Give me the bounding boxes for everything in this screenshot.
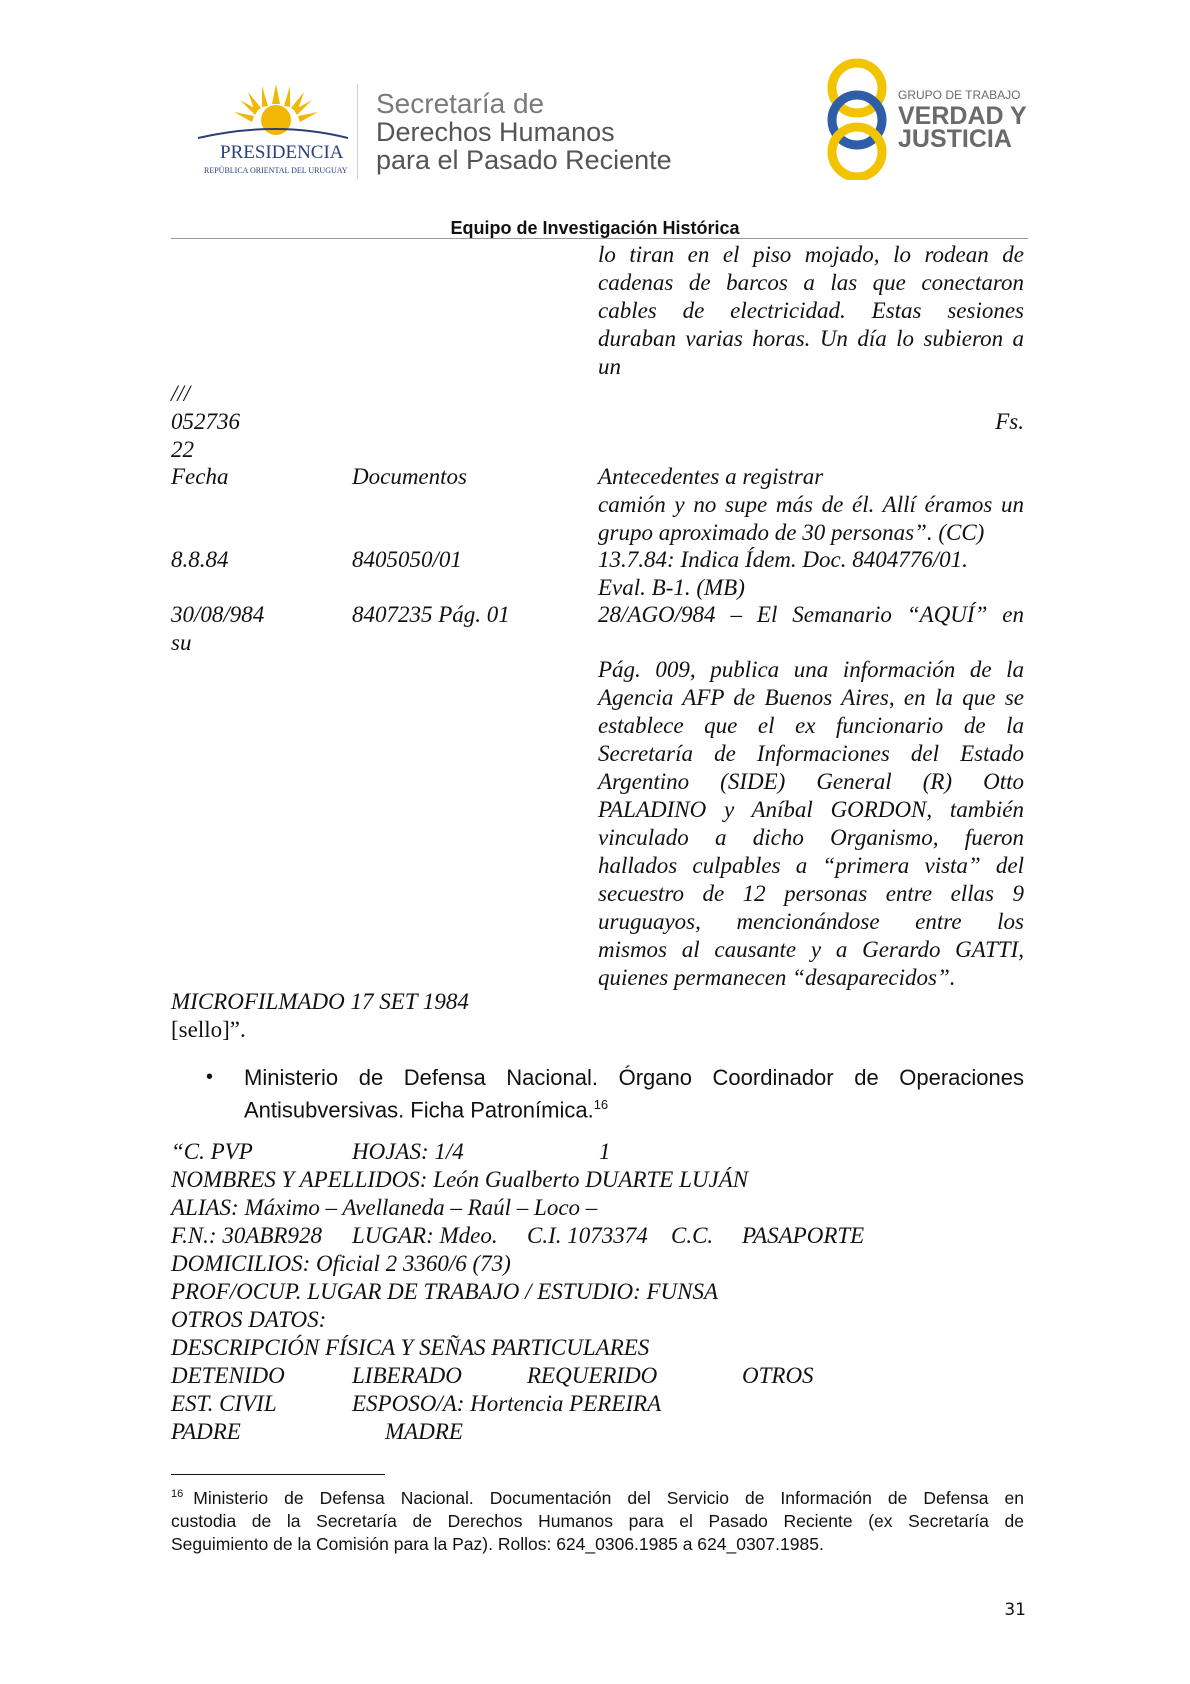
gtvj-line-3: JUSTICIA [898, 125, 1012, 153]
bullet-line-2: Antisubversivas. Ficha Patronímica. [244, 1097, 594, 1123]
text-line: vinculado a dicho Organismo, fueron [598, 825, 1024, 850]
row2-date [171, 601, 264, 657]
gtvj-line-2: VERDAD Y [898, 102, 1027, 130]
footnote-text: Ministerio de Defensa Nacional. Documentación del Servicio de Información de Defensa en [193, 1487, 1024, 1508]
text-line: camión y no supe más de él. Allí éramos un [598, 492, 1024, 517]
ficha-hoja-num: 1 [599, 1139, 611, 1164]
ficha-cc: C.C. [671, 1223, 714, 1248]
footnote [171, 1483, 1024, 1556]
continuation-marks [171, 380, 240, 464]
ficha-descripcion: DESCRIPCIÓN FÍSICA Y SEÑAS PARTICULARES [171, 1335, 650, 1360]
text-line: uruguayos, mencionándose entre los [598, 909, 1024, 934]
text-line: Agencia AFP de Buenos Aires, en la que se [598, 685, 1024, 710]
ficha-padre: PADRE [171, 1419, 241, 1444]
row2-doc: 8407235 Pág. 01 [352, 602, 510, 627]
bullet-symbol: • [206, 1066, 214, 1088]
col-header-fecha: Fecha [171, 464, 229, 489]
document-number: 052736 [171, 409, 240, 434]
col-header-documentos: Documentos [352, 464, 467, 489]
text-line: hallados culpables a “primera vista” del [598, 853, 1024, 878]
text-line: mismos al causante y a Gerardo GATTI, [598, 937, 1024, 962]
ficha-otros: OTROS [742, 1363, 814, 1388]
text-line: duraban varias horas. Un día lo subieron a [598, 326, 1024, 351]
gtvj-rings-icon [822, 58, 892, 180]
ficha-liberado: LIBERADO [352, 1363, 462, 1388]
text-line: Pág. 009, publica una información de la [598, 657, 1024, 682]
team-title: Equipo de Investigación Histórica [450, 218, 740, 238]
text-line: grupo aproximado de 30 personas”. (CC) [598, 520, 985, 545]
text-line: cadenas de barcos a las que conectaron [598, 270, 1024, 295]
row1-date: 8.8.84 [171, 547, 229, 572]
ficha-pasaporte: PASAPORTE [742, 1223, 865, 1248]
row2-antecedentes [598, 656, 1024, 992]
text-line: Eval. B-1. (MB) [598, 575, 745, 600]
text-line: establece que el ex funcionario de la [598, 713, 1024, 738]
row1-doc: 8405050/01 [352, 547, 462, 572]
ficha-domicilios: DOMICILIOS: Oficial 2 3360/6 (73) [171, 1251, 511, 1276]
text-line: Secretaría de Informaciones del Estado [598, 741, 1024, 766]
text-line: PALADINO y Aníbal GORDON, también [598, 797, 1024, 822]
microfilm-seal: [sello]”. [171, 1017, 246, 1042]
sun-emblem-icon [198, 82, 348, 142]
ficha-cpvp: “C. PVP [171, 1139, 253, 1164]
sheet-number: 22 [171, 437, 194, 462]
ficha-nombres: NOMBRES Y APELLIDOS: León Gualberto DUARTE LUJÁN [171, 1167, 749, 1192]
header-divider [357, 84, 358, 179]
text-line: secuestro de 12 personas entre ellas 9 [598, 881, 1024, 906]
row2-date-value: 30/08/984 [171, 602, 265, 627]
footnote-line-1 [171, 1483, 1024, 1510]
ficha-requerido: REQUERIDO [527, 1363, 658, 1388]
presidencia-logo [198, 82, 348, 177]
col-header-antecedentes: Antecedentes a registrar [598, 464, 824, 489]
row2-date-cont: su [171, 630, 192, 655]
secretaria-line-2: Derechos Humanos [376, 117, 615, 147]
ficha-fn: F.N.: 30ABR928 [171, 1223, 322, 1248]
row1-antecedentes [598, 546, 1024, 602]
header-rule [171, 238, 1028, 239]
footnote-line-2: custodia de la Secretaría de Derechos Humanos para el Pasado Reciente (ex Secretaría de [171, 1510, 1024, 1531]
ficha-hojas: HOJAS: 1/4 [352, 1139, 464, 1164]
ficha-esposo: ESPOSO/A: Hortencia PEREIRA [352, 1391, 662, 1416]
ficha-profesion: PROF/OCUP. LUGAR DE TRABAJO / ESTUDIO: FUNSA [171, 1279, 719, 1304]
text-line: 28/AGO/984 – El Semanario “AQUÍ” en [598, 602, 1024, 627]
presidencia-title: PRESIDENCIA [220, 142, 344, 163]
ficha-ci: C.I. 1073374 [527, 1223, 648, 1248]
secretaria-line-3: para el Pasado Reciente [376, 145, 672, 175]
bullet-text [244, 1064, 1024, 1123]
ficha-alias: ALIAS: Máximo – Avellaneda – Raúl – Loco – [171, 1195, 598, 1220]
fs-label: Fs. [995, 409, 1024, 434]
bullet-line-1: Ministerio de Defensa Nacional. Órgano Coordinador de Operaciones [244, 1065, 1024, 1090]
top-block [598, 241, 1024, 381]
footnote-number: 16 [171, 1488, 184, 1500]
secretaria-name [376, 90, 672, 174]
footnote-line-3: Seguimiento de la Comisión para la Paz). Rollos: 624_0306.1985 a 624_0307.1985. [171, 1533, 824, 1554]
text-line: lo tiran en el piso mojado, lo rodean de [598, 242, 1024, 267]
ficha-otros-datos: OTROS DATOS: [171, 1307, 327, 1332]
gtvj-line-1: GRUPO DE TRABAJO [898, 88, 1021, 102]
page-number: 31 [1004, 1600, 1026, 1620]
footnote-ref[interactable]: 16 [593, 1097, 609, 1112]
microfilm-stamp: MICROFILMADO 17 SET 1984 [171, 989, 469, 1014]
ficha-est-civil: EST. CIVIL [171, 1391, 277, 1416]
presidencia-subtitle: REPÚBLICA ORIENTAL DEL URUGUAY [204, 166, 348, 175]
cont-antecedentes [598, 491, 1024, 547]
ficha-detenido: DETENIDO [171, 1363, 285, 1388]
gtvj-logo [822, 58, 1032, 180]
ficha-madre: MADRE [385, 1419, 463, 1444]
text-line: un [598, 354, 621, 379]
text-line: quienes permanecen “desaparecidos”. [598, 965, 956, 990]
text-line: 13.7.84: Indica Ídem. Doc. 8404776/01. [598, 547, 968, 572]
secretaria-line-1: Secretaría de [376, 88, 545, 119]
ficha-record [171, 1138, 1031, 1446]
ficha-lugar: LUGAR: Mdeo. [352, 1223, 498, 1248]
text-line: cables de electricidad. Estas sesiones [598, 298, 1024, 323]
continuation-slashes: /// [171, 381, 191, 406]
row2-first-line [598, 601, 1024, 629]
footnote-rule [171, 1474, 385, 1475]
text-line: Argentino (SIDE) General (R) Otto [598, 769, 1024, 794]
